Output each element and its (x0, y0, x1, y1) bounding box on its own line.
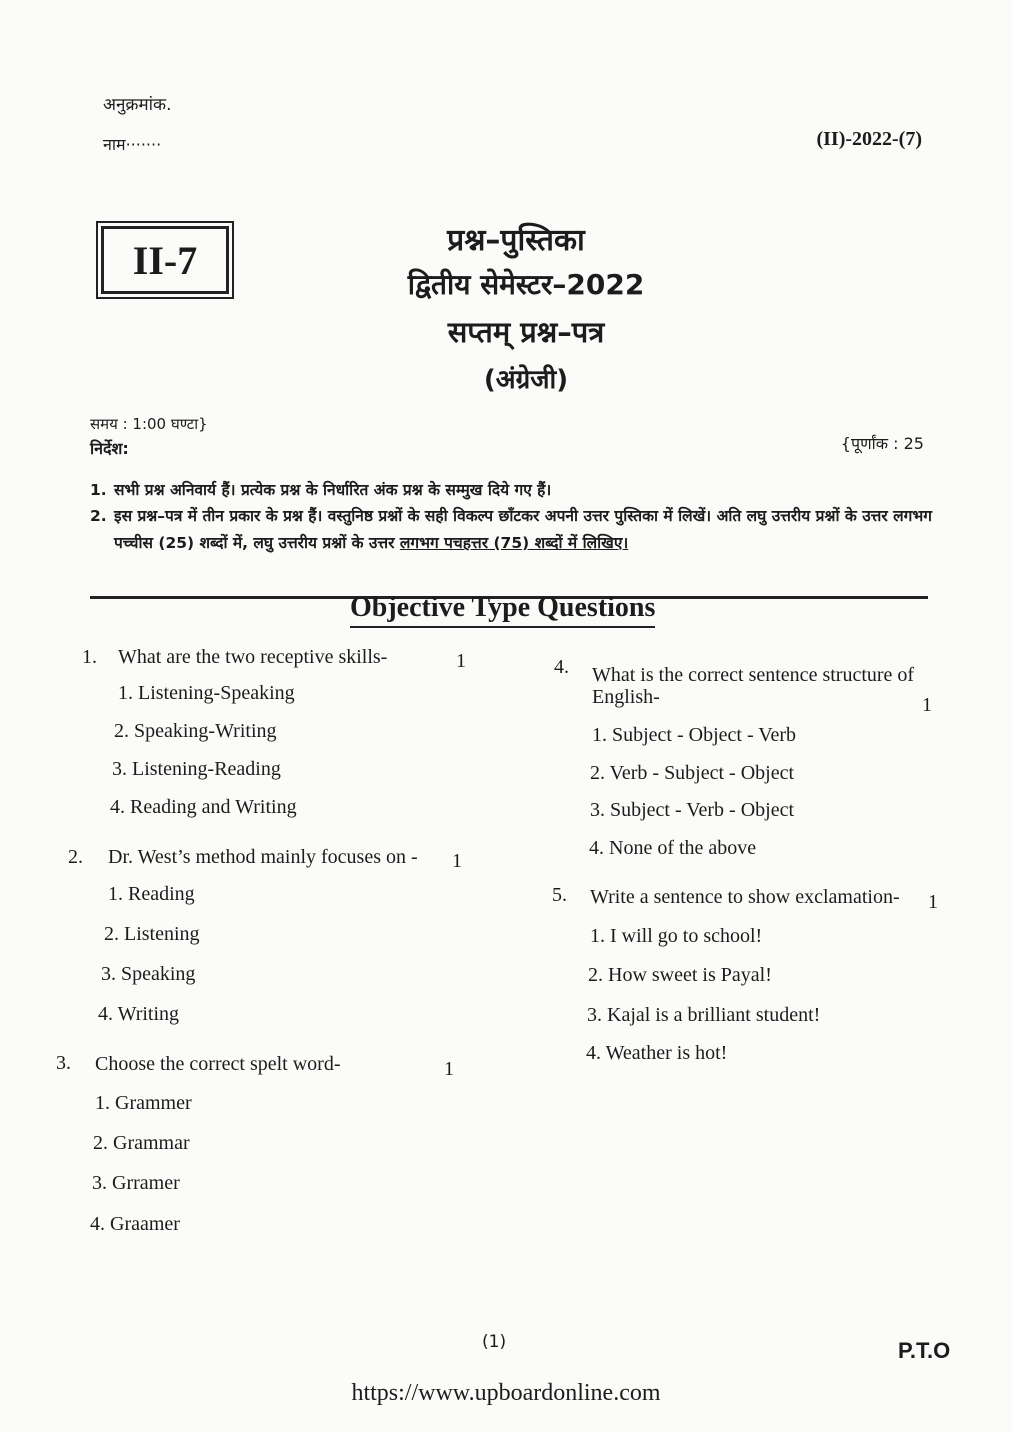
paper-code: (II)-2022-(7) (816, 128, 922, 150)
page-number: (1) (482, 1332, 507, 1352)
question-2-option-3: 3. Speaking (101, 963, 196, 985)
full-marks: {पूर्णांक : 25 (840, 434, 924, 453)
source-url: https://www.upboardonline.com (351, 1380, 661, 1406)
question-4-option-2: 2. Verb - Subject - Object (590, 762, 795, 784)
question-1-marks: 1 (456, 650, 466, 672)
question-3-marks: 1 (444, 1058, 454, 1080)
question-2-option-1: 1. Reading (108, 883, 195, 905)
question-2-marks: 1 (452, 850, 462, 872)
instruction-number: 2. (90, 507, 107, 525)
question-5-number: 5. (552, 884, 567, 906)
question-1-option-2: 2. Speaking-Writing (114, 720, 277, 742)
question-5-option-3: 3. Kajal is a brilliant student! (587, 1004, 821, 1026)
question-3-option-3: 3. Grramer (92, 1172, 180, 1194)
question-2-option-4: 4. Writing (98, 1003, 180, 1025)
question-4-option-1: 1. Subject - Object - Verb (592, 724, 797, 746)
time-allowed: समय : 1:00 घण्टा} (90, 415, 208, 433)
title-paper: सप्तम् प्रश्न–पत्र (447, 315, 605, 349)
instruction-2 (90, 503, 932, 557)
question-5-text: Write a sentence to show exclamation- (590, 886, 900, 908)
question-2-number: 2. (68, 846, 83, 868)
instruction-number: 1. (90, 481, 107, 499)
question-3-number: 3. (56, 1052, 71, 1074)
question-4-number: 4. (554, 656, 569, 678)
pto-mark: P.T.O (898, 1338, 951, 1363)
question-1-number: 1. (82, 646, 97, 668)
instruction-text-tail: लगभग पचहत्तर (75) शब्दों में लिखिए। (399, 534, 629, 552)
instruction-1 (90, 477, 932, 504)
title-booklet: प्रश्न–पुस्तिका (447, 223, 585, 258)
question-4-option-4: 4. None of the above (589, 837, 757, 859)
question-1-option-3: 3. Listening-Reading (112, 758, 281, 780)
question-3-option-2: 2. Grammar (93, 1132, 190, 1154)
question-3-option-1: 1. Grammer (95, 1092, 192, 1114)
title-semester: द्वितीय सेमेस्टर–2022 (407, 268, 645, 301)
question-1-option-4: 4. Reading and Writing (110, 796, 297, 818)
instructions-heading: निर्देश: (90, 439, 129, 458)
question-3-option-4: 4. Graamer (90, 1213, 180, 1235)
question-5-option-4: 4. Weather is hot! (586, 1042, 728, 1064)
question-4-text-line2: English- (592, 686, 660, 708)
instruction-text (90, 503, 932, 557)
question-2-text: Dr. West’s method mainly focuses on - (108, 846, 418, 868)
section-title: Objective Type Questions (350, 592, 655, 628)
question-4-option-3: 3. Subject - Verb - Object (590, 799, 795, 821)
question-5-option-2: 2. How sweet is Payal! (588, 964, 772, 986)
question-4-text: What is the correct sentence structure of (592, 664, 915, 686)
question-3-text: Choose the correct spelt word- (95, 1053, 341, 1075)
title-subject: (अंग्रेजी) (483, 365, 569, 395)
box-code: II-7 (132, 237, 198, 283)
instruction-text: सभी प्रश्न अनिवार्य हैं। प्रत्येक प्रश्न के निर्धारित अंक प्रश्न के सम्मुख दिये गए हैं। (114, 481, 552, 499)
name-label: नाम······· (103, 135, 162, 154)
question-5-option-1: 1. I will go to school! (590, 925, 763, 947)
question-2-option-2: 2. Listening (104, 923, 200, 945)
question-4-marks: 1 (922, 694, 932, 716)
roll-number-label: अनुक्रमांक. (103, 95, 172, 115)
question-5-marks: 1 (928, 891, 938, 913)
instruction-text-main: इस प्रश्न–पत्र में तीन प्रकार के प्रश्न हैं। वस्तुनिष्ठ प्रश्नों के सही विकल्प छाँटकर अपनी उत्तर पुस्तिका में लिखें। अति लघु उत्तरीय प्रश्नों के उत्तर लगभग पच्चीस (25) शब्दों में, लघु उत्तरीय प्रश्नों के उत्तर (114, 507, 932, 552)
question-1-text: What are the two receptive skills- (118, 646, 388, 668)
question-1-option-1: 1. Listening-Speaking (118, 682, 295, 704)
